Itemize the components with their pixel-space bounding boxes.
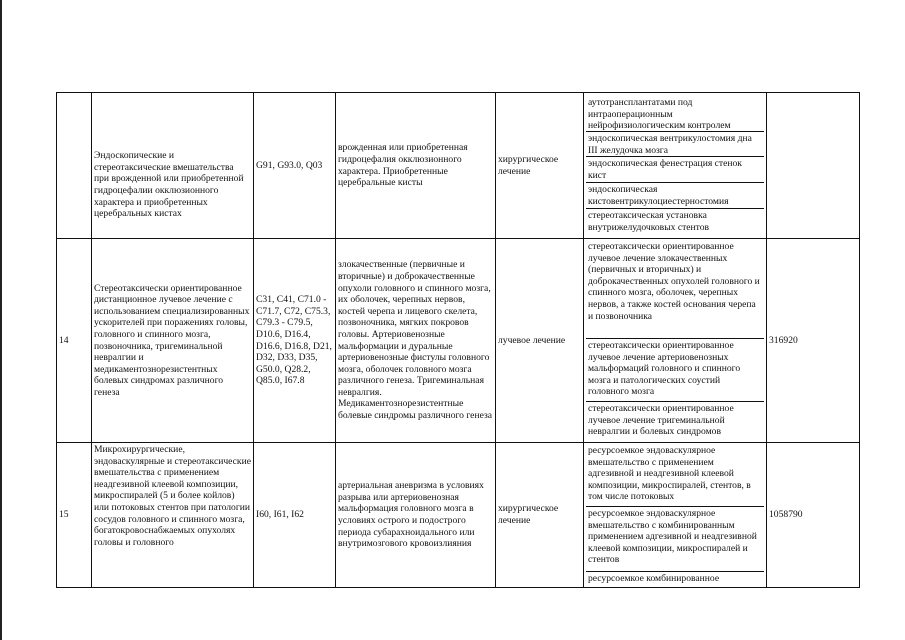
row-number: 15 [57, 443, 92, 588]
patient-model: артериальная аневризма в условиях разрыва или артериовенозная мальформация головного мозга в условиях острого и подострого периода субарахноидального или внутримозгового кровоизлияния [336, 443, 496, 588]
price: 316920 [767, 239, 860, 443]
row-number: 14 [57, 239, 92, 443]
method-item: эндоскопическая вентрикулостомия дна III желудочка мозга [586, 131, 764, 156]
page-edge-line [0, 0, 2, 640]
icd-codes: I60, I61, I62 [254, 443, 336, 588]
table-row [57, 93, 860, 239]
methods-cell [584, 443, 767, 588]
table-row [57, 443, 860, 588]
method-item: стереотаксически ориентированное лучевое лечение тригеминальной невралгии и болевых синдромов [586, 401, 764, 441]
row-number [57, 93, 92, 239]
method-item: стереотаксически ориентированное лучевое лечение злокачественных (первичных и вторичных) и доброкачественных опухолей головного и спинного мозга, оболочек, черепных нервов, а также костей основания черепа и позвоночника [588, 241, 760, 322]
price [767, 93, 860, 239]
procedures-table [56, 92, 860, 588]
procedure-name: Эндоскопические и стереотаксические вмешательства при врожденной или приобретенной гидроцефалии окклюзионного характера и приобретенных церебральных кистах [92, 93, 254, 239]
methods-cell [584, 93, 767, 239]
method-item: стереотаксическая установка внутрижелудочковых стентов [586, 208, 764, 235]
method-item: ресурсоемкое эндоваскулярное вмешательство с применением адгезивной и неадгезивной клеевой композиции, микроспиралей, стентов, в том числе потоковых [588, 445, 751, 503]
treatment-type: хирургическое лечение [496, 443, 584, 588]
methods-cell [584, 239, 767, 443]
method-item: ресурсоемкое эндоваскулярное вмешательство с комбинированным применением адгезивной и неадгезивной клеевой композиции, микроспиралей и стентов [586, 506, 764, 571]
patient-model: врожденная или приобретенная гидроцефалия окклюзионного характера. Приобретенные церебральные кисты [336, 93, 496, 239]
icd-codes: C31, C41, C71.0 - C71.7, C72, C75.3, C79.3 - C79.5, D10.6, D16.4, D16.6, D16.8, D21, D32, D33, D35, G50.0, Q28.2, Q85.0, I67.8 [254, 239, 336, 443]
method-item: эндоскопическая фенестрация стенок кист [586, 156, 764, 182]
method-item: аутотрансплантатами под интраоперационным нейрофизиологическим контролем [588, 97, 731, 131]
icd-codes: G91, G93.0, Q03 [254, 93, 336, 239]
patient-model: злокачественные (первичные и вторичные) и доброкачественные опухоли головного и спинного мозга, их оболочек, черепных нервов, костей черепа и лицевого скелета, позвоночника, мягких покровов головы. Артериовенозные мальформации и дуральные артериовенозные фистулы головного мозга, оболочек головного мозга различного генеза. Тригеминальная невралгия. Медикаментознорезистентные болевые синдромы различного генеза [336, 239, 496, 443]
method-item: эндоскопическая кистовентрикулоциестерностомия [586, 182, 764, 208]
procedure-name: Стереотаксически ориентированное дистанционное лучевое лечение с использованием специализированных ускорителей при поражениях головы, головного и спинного мозга, позвоночника, тригеминальной невралгии и медикаментознорезистентных болевых синдромах различного генеза [92, 239, 254, 443]
table-row [57, 239, 860, 443]
procedure-name: Микрохирургические, эндоваскулярные и стереотаксические вмешательства с применением неадгезивной клеевой композиции, микроспиралей (5 и более койлов) или потоковых стентов при патологии сосудов головного и спинного мозга, богатокровоснабжаемых опухолях головы и головного [92, 443, 254, 588]
treatment-type: лучевое лечение [496, 239, 584, 443]
method-item: стереотаксически ориентированное лучевое лечение артериовенозных мальформаций головного и спинного мозга и патологических соустий головного мозга [586, 338, 764, 401]
price: 1058790 [767, 443, 860, 588]
method-item: ресурсоемкое комбинированное [586, 571, 764, 586]
treatment-type: хирургическое лечение [496, 93, 584, 239]
